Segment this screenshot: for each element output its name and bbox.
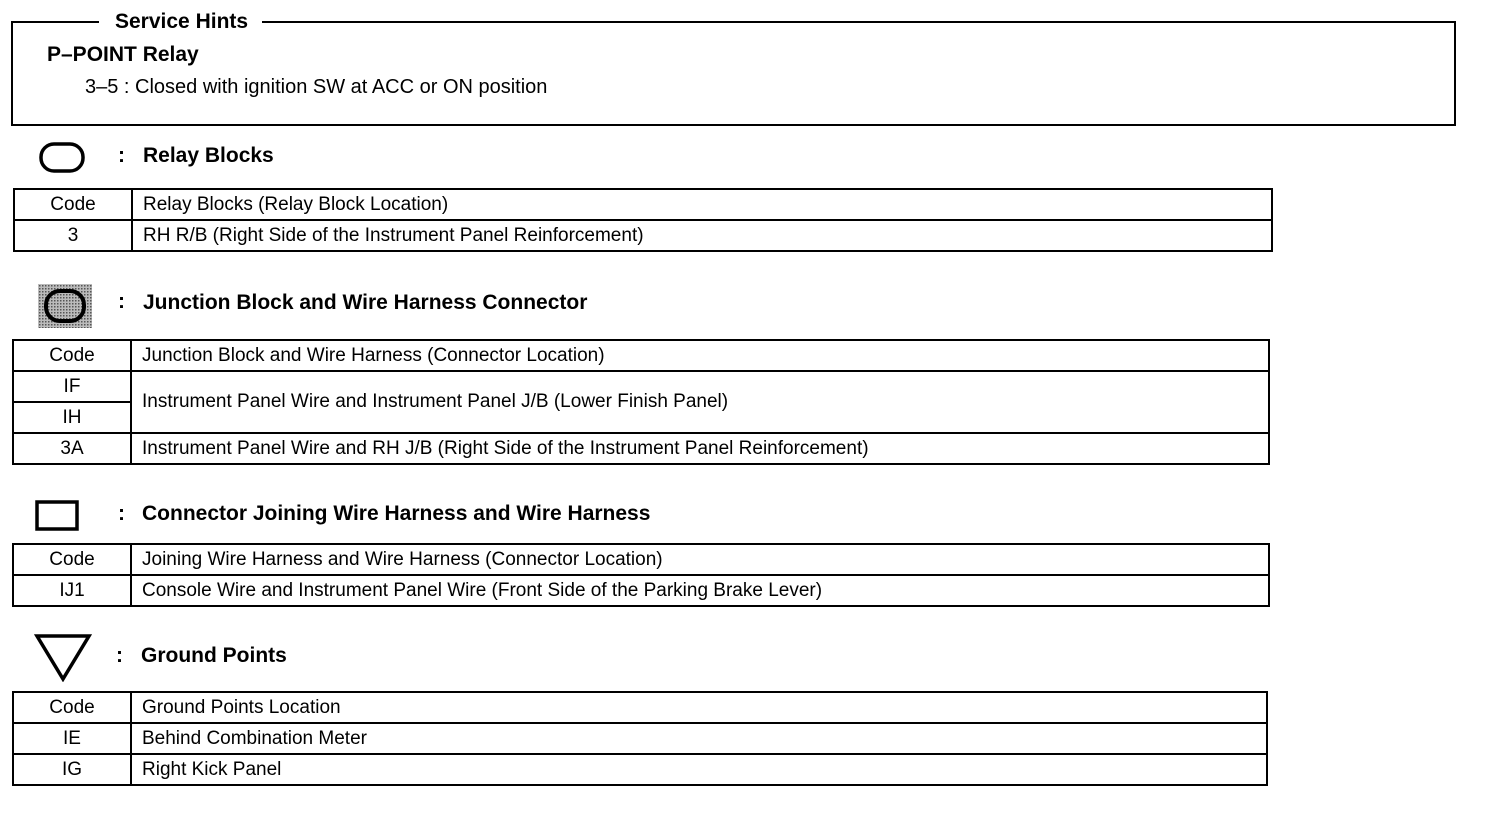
location-header: Junction Block and Wire Harness (Connector Location) (131, 340, 1269, 371)
code-header: Code (13, 692, 131, 723)
table-header-row (13, 544, 1269, 575)
row-code: IE (13, 723, 131, 754)
table-header-row (14, 189, 1272, 220)
row-code: IG (13, 754, 131, 785)
row-code: IJ1 (13, 575, 131, 606)
row-location: Behind Combination Meter (131, 723, 1267, 754)
row-code: IH (13, 402, 131, 433)
row-location: Instrument Panel Wire and Instrument Panel J/B (Lower Finish Panel) (131, 371, 1269, 433)
junction-table (12, 339, 1270, 465)
row-location: Right Kick Panel (131, 754, 1267, 785)
code-header: Code (14, 189, 132, 220)
table-header-row (13, 340, 1269, 371)
shaded-oval-icon (36, 282, 94, 330)
ground-heading-row (34, 632, 1334, 672)
row-location: Instrument Panel Wire and RH J/B (Right Side of the Instrument Panel Reinforcement) (131, 433, 1269, 464)
relay-name: P–POINT Relay (47, 43, 199, 66)
table-row (13, 723, 1267, 754)
ground-heading: Ground Points (141, 644, 287, 667)
relay-blocks-heading-row (38, 138, 1338, 178)
relay-blocks-colon: : (118, 144, 125, 167)
row-location: RH R/B (Right Side of the Instrument Panel Reinforcement) (132, 220, 1272, 251)
junction-heading-row (36, 282, 1336, 322)
service-hints-title: Service Hints (99, 11, 262, 33)
relay-blocks-heading: Relay Blocks (143, 144, 274, 167)
table-row (13, 433, 1269, 464)
service-hints-box (11, 10, 1456, 126)
code-header: Code (13, 340, 131, 371)
down-triangle-icon (34, 632, 92, 682)
hint-item: 3–5 : Closed with ignition SW at ACC or ON position (85, 76, 548, 98)
code-header: Code (13, 544, 131, 575)
connector-heading: Connector Joining Wire Harness and Wire Harness (142, 502, 651, 525)
table-row (13, 754, 1267, 785)
row-code: 3A (13, 433, 131, 464)
location-header: Joining Wire Harness and Wire Harness (Connector Location) (131, 544, 1269, 575)
row-code: IF (13, 371, 131, 402)
table-row (14, 220, 1272, 251)
table-row (13, 371, 1269, 402)
location-header: Relay Blocks (Relay Block Location) (132, 189, 1272, 220)
location-header: Ground Points Location (131, 692, 1267, 723)
connector-table (12, 543, 1270, 607)
table-row (13, 575, 1269, 606)
relay-blocks-table (13, 188, 1273, 252)
ground-table (12, 691, 1268, 786)
connector-colon: : (118, 502, 125, 525)
ground-colon: : (116, 644, 123, 667)
table-header-row (13, 692, 1267, 723)
rectangle-icon (34, 496, 82, 534)
row-location: Console Wire and Instrument Panel Wire (Front Side of the Parking Brake Lever) (131, 575, 1269, 606)
junction-heading: Junction Block and Wire Harness Connector (143, 291, 588, 314)
row-code: 3 (14, 220, 132, 251)
connector-heading-row (34, 496, 1334, 536)
rounded-rectangle-icon (38, 138, 86, 176)
junction-colon: : (118, 290, 125, 313)
